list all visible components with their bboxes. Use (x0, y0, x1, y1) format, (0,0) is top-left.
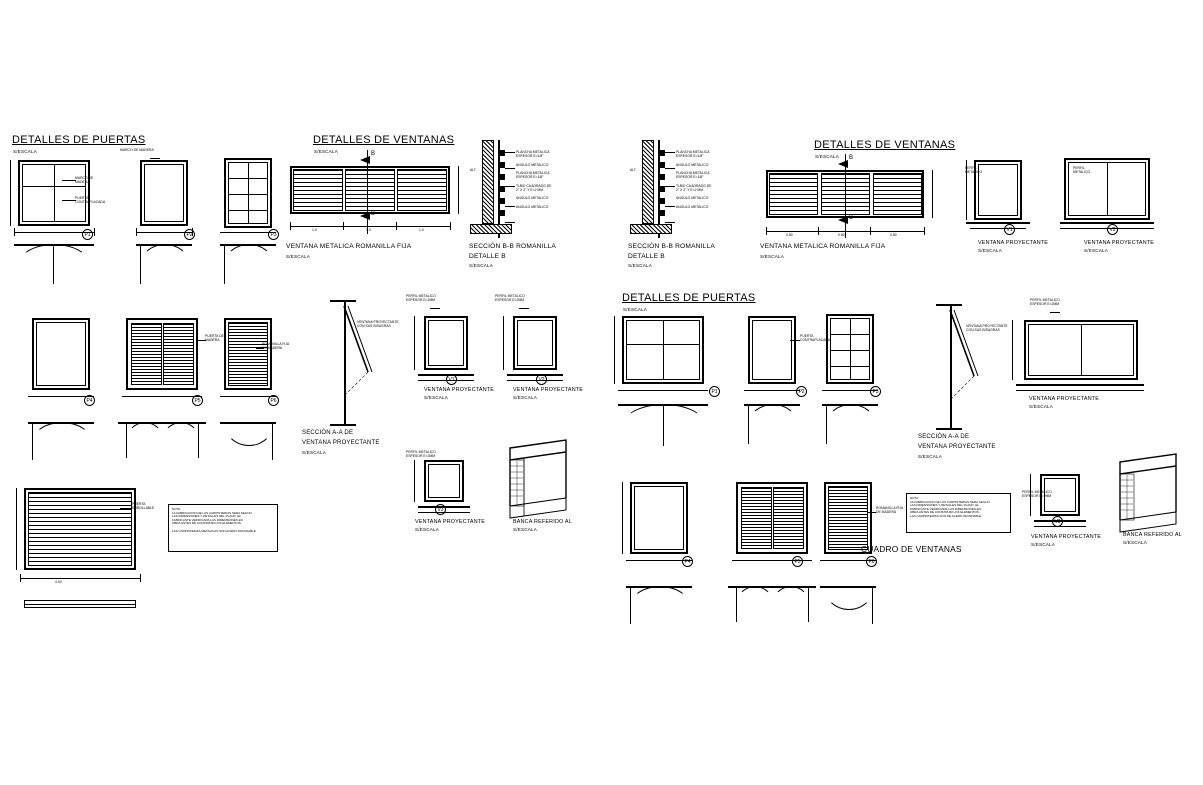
label-banca-1: BANCA REFERIDO AL (513, 519, 572, 525)
caption-sub-seccion-bb-left: S/ESCALA (469, 263, 494, 268)
mark-label: P1 (84, 232, 91, 238)
title-sub-left-windows: S/ESCALA (314, 149, 339, 154)
note-right-text: NOTA: LA FABRICACION DE LAS CARPINTERIAS SERA SEGUN LAS DIMENSIONES Y DETALLES DEL PLANO, EL FABRICANTE VERIFICARA LAS DIMENSIONES EN OBRA ANTES DE CONSTRUIR LOS ELEMENTOS. LAS CARPINTERIAS SON DE ACERO INOXIDABLE (910, 496, 990, 518)
leader-note-roller: PUERTA ENROLLABLE (132, 502, 155, 511)
sec-left-dim: ALT. (470, 168, 477, 172)
caption-cuadro-de-ventanas: CUADRO DE VENTANAS (861, 544, 962, 554)
title-text: DETALLES DE PUERTAS (12, 134, 146, 146)
leader-note-vp-right: VENTANA PROYECTANTE CON SUS BISAGRAS (966, 324, 1008, 333)
caption-ventana-romanilla-right: VENTANA METALICA ROMANILLA FIJA (760, 243, 886, 250)
dim-text-r2: 0.80 (838, 233, 845, 237)
section-mark-b-bottom-right: B (849, 215, 854, 221)
caption-seccion-aa-left: SECCIÓN A-A DE (302, 430, 354, 436)
caption-sub-seccion-bb-right: S/ESCALA (628, 263, 653, 268)
label-banca-2-sub: S/ESCALA (1123, 540, 1148, 545)
leader-note-vp-left: VENTANA PROYECTANTE CON SUS BISAGRAS (357, 320, 399, 329)
leader-note-sec-right: PLANCHA METALICA ESPESOR E=1/8" ANGULO METALICO PLANCHA METALICA ESPESOR E=1/8" TUBO CUADRADO DE 2" X 2" Y E=2 MM ANGULO METALICO ANGULO METALICO (676, 150, 712, 209)
leader-note-v2-left: PERFIL METALICO ESPESOR E=2MM (495, 294, 525, 303)
mark-label: P3 (270, 232, 277, 238)
mark-label: P2 (186, 232, 193, 238)
label-vp-v3-right: VENTANA PROYECTANTE (1031, 534, 1102, 540)
caption-detalle-b-right: DETALLE B (628, 253, 665, 260)
leader-note-big-right: PERFIL METALICO ESPESOR E=2MM (1030, 298, 1060, 307)
label-banca-1-sub: S/ESCALA (513, 527, 538, 532)
mark-label: P2 (798, 389, 805, 395)
dim-text-l1: 1.0 (312, 228, 317, 232)
label-vp-1: VENTANA PROYECTANTE (424, 387, 495, 393)
section-mark-b-top-left: B (371, 151, 376, 157)
label-vp-3: VENTANA PROYECTANTE (415, 519, 486, 525)
sec-right-dim: ALT. (630, 168, 637, 172)
caption-sub-romanilla-left: S/ESCALA (286, 254, 311, 259)
leader-note-p2: MARCO DE MADERA (120, 148, 154, 152)
title-sub-right-windows: S/ESCALA (815, 154, 840, 159)
leader-note-v1-left: PERFIL METALICO ESPESOR E=2MM (406, 294, 436, 303)
mark-label: P5 (794, 559, 801, 565)
roller-dim-text: 4.00 (55, 580, 62, 584)
mark-label: P6 (270, 398, 277, 404)
title-sub-left-doors: S/ESCALA (13, 149, 38, 154)
caption-seccion-aa-right: SECCIÓN A-A DE (918, 434, 970, 440)
mark-label: P3 (872, 389, 879, 395)
title-text: DETALLES DE VENTANAS (814, 139, 956, 151)
caption-seccion-aa-right-2: VENTANA PROYECTANTE (918, 444, 996, 450)
mark-label: P4 (86, 398, 93, 404)
caption-seccion-bb-left: SECCIÓN B-B ROMANILLA (469, 243, 557, 250)
label-vp-v2-right-sub: S/ESCALA (1084, 248, 1109, 253)
title-text: DETALLES DE PUERTAS (622, 292, 756, 304)
leader-note-v3-right: PERFIL METALICO ESPESOR E=2MM (1022, 490, 1052, 499)
mark-label: V1 (448, 377, 455, 383)
dim-text-r3: 0.80 (890, 233, 897, 237)
caption-detalle-b-left: DETALLE B (469, 253, 506, 260)
caption-sub-romanilla-right: S/ESCALA (760, 254, 785, 259)
caption-seccion-aa-right-sub: S/ESCALA (918, 454, 943, 459)
caption-ventana-romanilla-left: VENTANA METALICA ROMANILLA FIJA (286, 243, 412, 250)
label-vp-3-sub: S/ESCALA (415, 527, 440, 532)
caption-seccion-bb-right: SECCIÓN B-B ROMANILLA (628, 243, 716, 250)
label-vp-big-right: VENTANA PROYECTANTE (1029, 396, 1100, 402)
label-banca-2: BANCA REFERIDO AL (1123, 532, 1182, 538)
leader-note-puerta-contraplacada: PUERTA CONTRAPLACADA (75, 196, 106, 205)
mark-label: P5 (194, 398, 201, 404)
mark-label: V2 (1109, 227, 1116, 233)
dim-text-r1: 0.80 (786, 233, 793, 237)
label-vp-2-sub: S/ESCALA (513, 395, 538, 400)
leader-note-p6r: ROMANILLA FIJA DE MADERA (876, 506, 904, 515)
dim-text-l2: 1.0 (366, 228, 371, 232)
leader-note-v1-right: PERFIL METALICO (965, 166, 983, 175)
label-vp-1-sub: S/ESCALA (424, 395, 449, 400)
caption-seccion-aa-left-sub: S/ESCALA (302, 450, 327, 455)
mark-label: P6 (868, 559, 875, 565)
mark-label: V3 (437, 507, 444, 513)
label-vp-v3-right-sub: S/ESCALA (1031, 542, 1056, 547)
label-vp-v1-right-sub: S/ESCALA (978, 248, 1003, 253)
leader-note-p6: ROMANILLA FIJA DE MADERA (262, 342, 290, 351)
note-left-text: NOTA: LA FABRICACION DE LAS CARPINTERIAS SERA SEGUN LAS DIMENSIONES Y DETALLES DEL PLANO, EL FABRICANTE VERIFICARA LAS DIMENSIONES EN OBRA ANTES DE CONSTRUIR LOS ELEMENTOS. LAS CARPINTERIAS METALICAS SON ACERO INOXIDABLE (172, 507, 256, 533)
dim-text-l3: 1.0 (419, 228, 424, 232)
title-text: DETALLES DE VENTANAS (313, 134, 455, 146)
mark-label: P1 (711, 389, 718, 395)
leader-note-p2r: PUERTA CONTRAPLACADA (800, 334, 831, 343)
label-vp-v1-right: VENTANA PROYECTANTE (978, 240, 1049, 246)
leader-note-marco-madera: MARCO DE MADERA (75, 176, 94, 185)
leader-note-p5: PUERTA DE MADERA (205, 334, 224, 343)
mark-label: P4 (684, 559, 691, 565)
caption-seccion-aa-left-2: VENTANA PROYECTANTE (302, 440, 380, 446)
mark-label: V3 (1054, 519, 1061, 525)
label-vp-big-right-sub: S/ESCALA (1029, 404, 1054, 409)
section-mark-b-bottom-left: B (371, 211, 376, 217)
label-vp-2: VENTANA PROYECTANTE (513, 387, 584, 393)
mark-label: V1 (1006, 227, 1013, 233)
note-box-right (906, 493, 1011, 533)
mark-label: V2 (538, 377, 545, 383)
leader-note-sec-left: PLANCHA METALICA ESPESOR E=1/8" ANGULO METALICO PLANCHA METALICA ESPESOR E=1/8" TUBO CUADRADO DE 2" X 2" Y E=2 MM ANGULO METALICO ANGULO METALICO (516, 150, 552, 209)
title-sub-right-doors: S/ESCALA (623, 307, 648, 312)
section-mark-b-top-right: B (849, 155, 854, 161)
label-vp-v2-right: VENTANA PROYECTANTE (1084, 240, 1155, 246)
leader-note-v2-right: PERFIL METALICO (1073, 166, 1091, 175)
leader-note-v3-left: PERFIL METALICO ESPESOR E=2MM (406, 450, 436, 459)
